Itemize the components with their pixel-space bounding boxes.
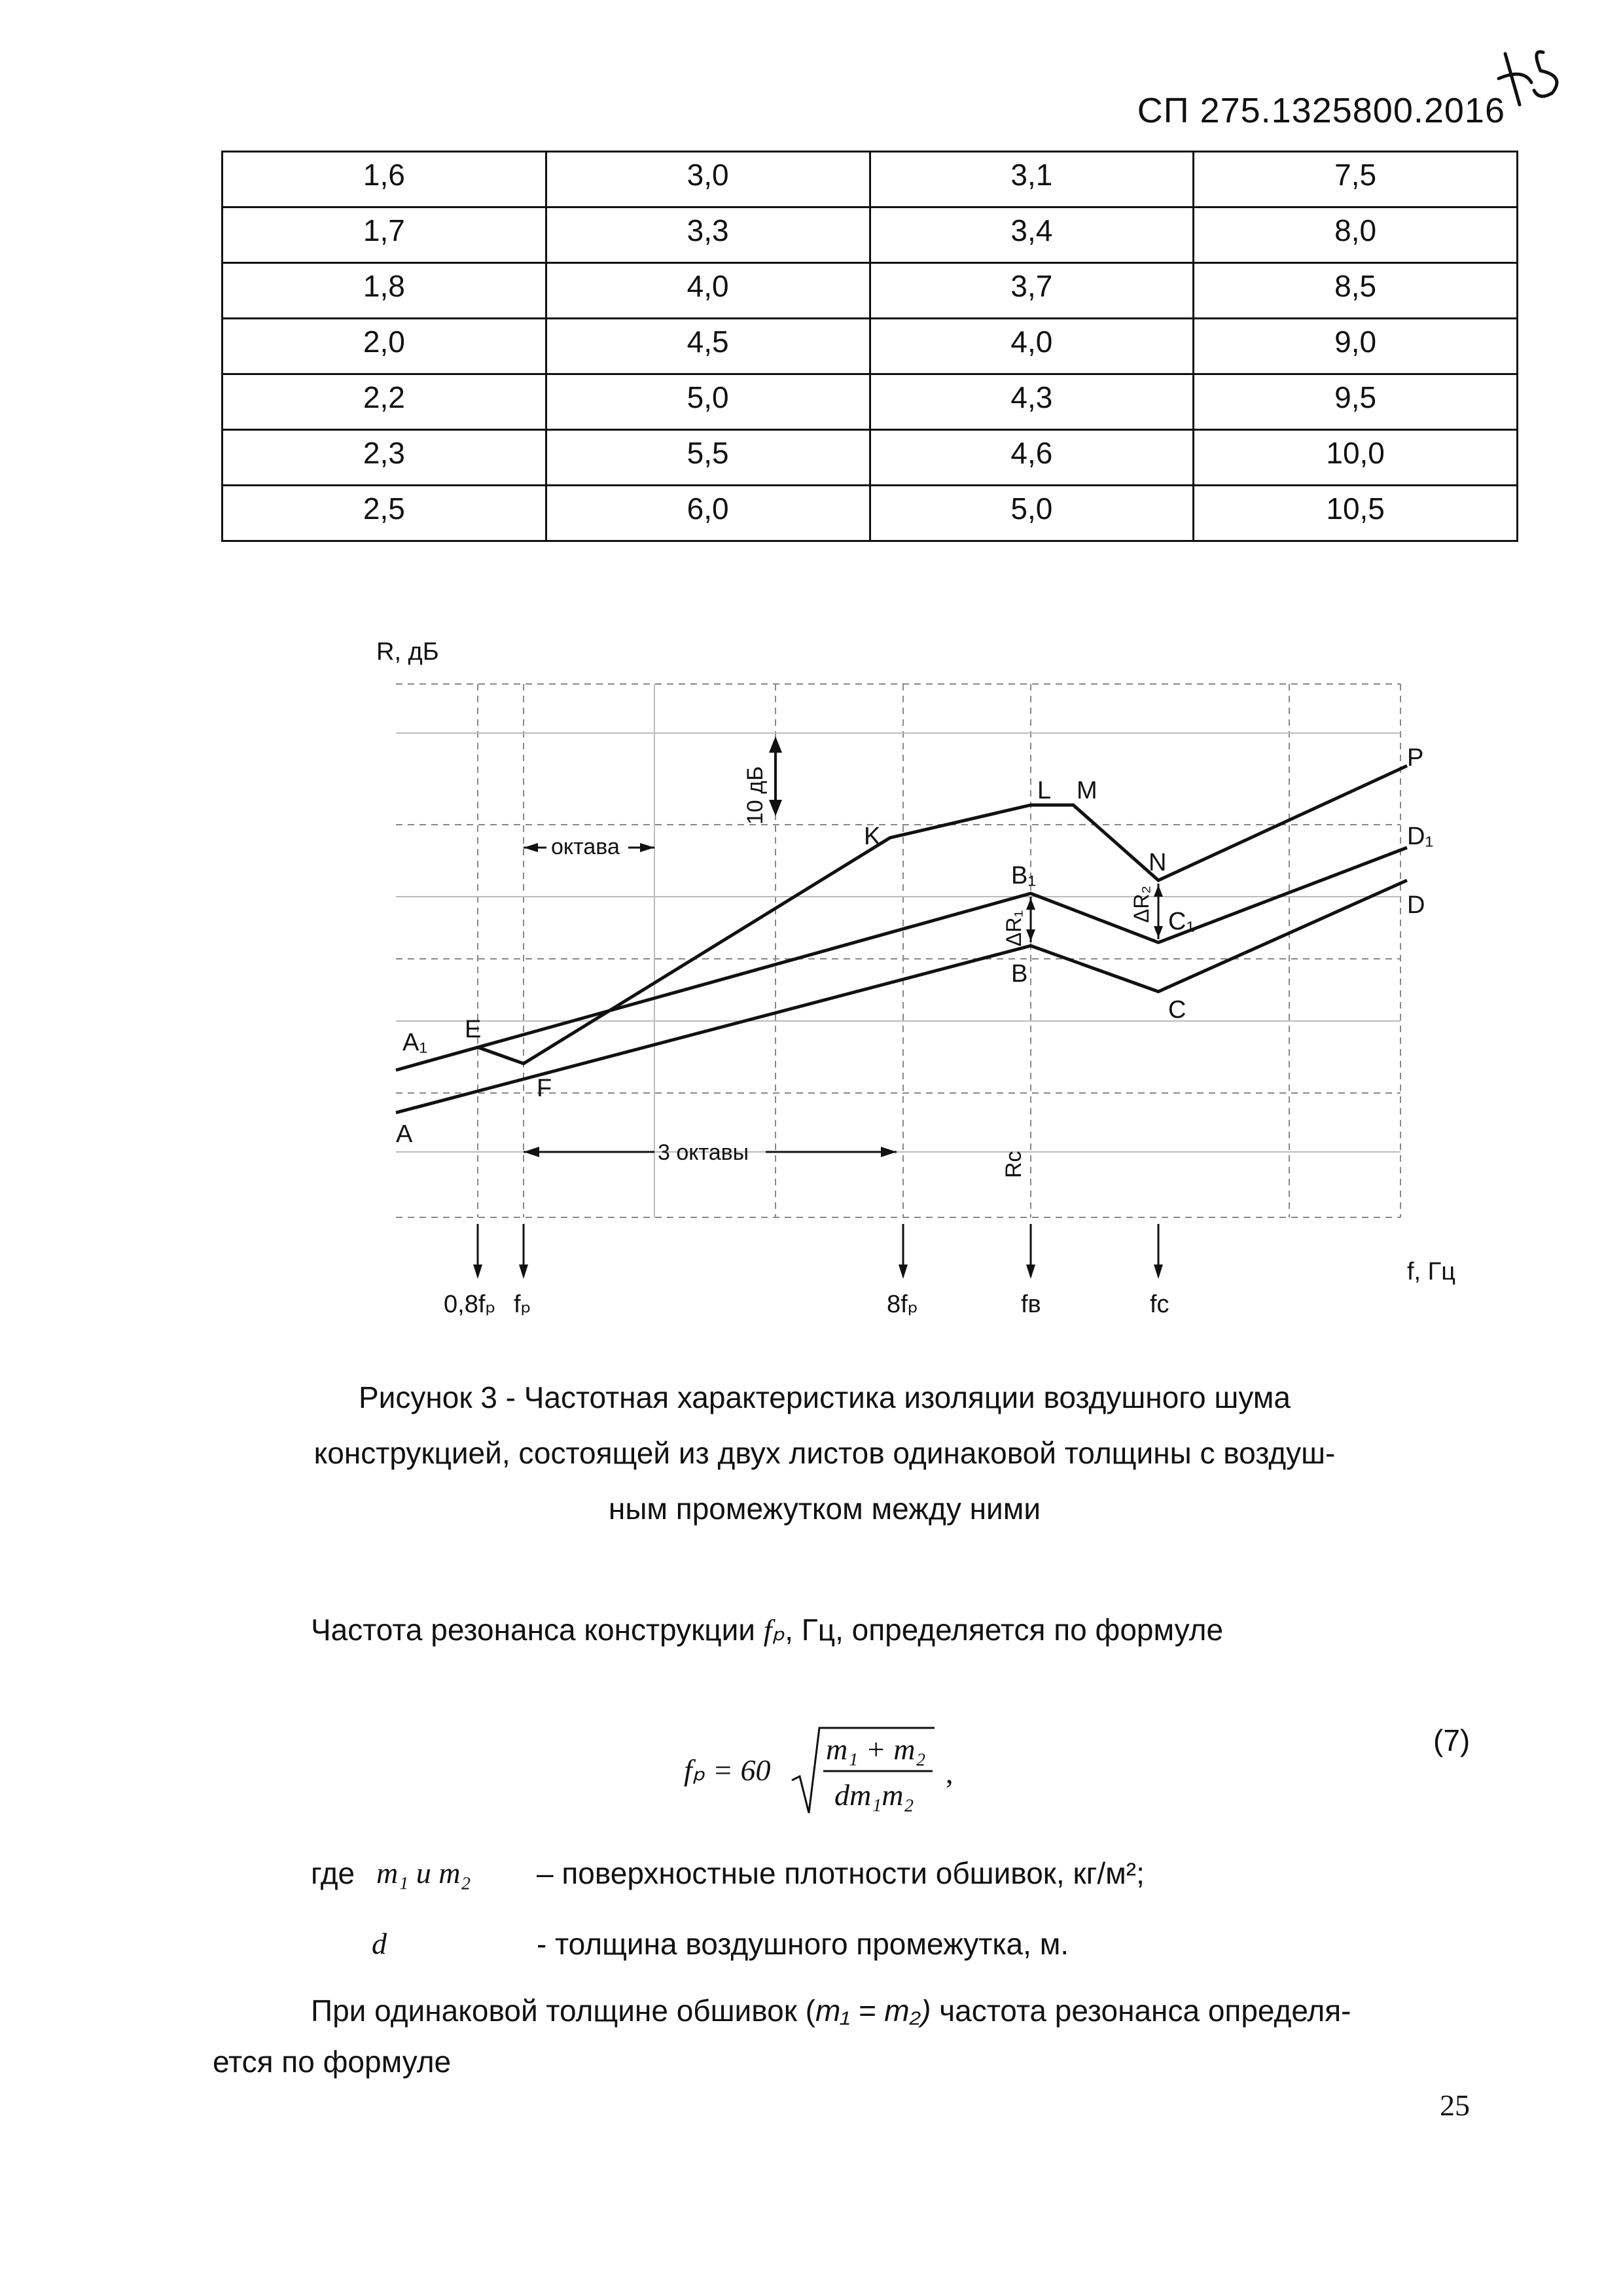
delta-r1-label: ΔR₁: [1002, 910, 1026, 946]
curve-e-f-k-l-m-n-p: [478, 766, 1407, 1064]
table-row: [223, 430, 1518, 486]
d-variable: d: [372, 1927, 387, 1960]
three-octaves-label: 3 октавы: [658, 1140, 749, 1165]
figure-caption-line-3: ным промежутком между ними: [608, 1492, 1041, 1526]
rc-label: Rc: [1001, 1151, 1026, 1178]
page-number: 25: [1440, 2089, 1470, 2122]
point-label-e: E: [465, 1016, 482, 1043]
tick-label-8fp: 8fₚ: [887, 1291, 918, 1318]
point-label-m: M: [1077, 777, 1097, 804]
equal-line1-b: частота резонанса определя-: [931, 1994, 1351, 2028]
where-vars: m₁ и m₂: [376, 1856, 471, 1890]
formula-trailing: ,: [946, 1756, 954, 1789]
table-cell: 4,0: [870, 319, 1194, 374]
table-cell: 2,2: [223, 374, 546, 430]
table-cell: 5,0: [870, 486, 1194, 541]
curve-a1-b1-c1-d1: [396, 848, 1407, 1070]
table-cell: 1,8: [223, 263, 546, 319]
delta-r2-label: ΔR₂: [1130, 886, 1153, 923]
point-label-c1: C₁: [1168, 908, 1195, 935]
point-label-f: F: [537, 1075, 552, 1102]
point-label-b1: B₁: [1011, 862, 1037, 889]
figure-caption-line-1: Рисунок 3 - Частотная характеристика изоляции воздушного шума: [358, 1380, 1291, 1414]
table-cell: 6,0: [546, 486, 870, 541]
point-label-b: B: [1011, 960, 1028, 988]
point-label-d: D: [1407, 891, 1425, 919]
table-cell: 7,5: [1194, 152, 1518, 207]
frequency-response-figure: [366, 628, 1479, 1335]
table-cell: 9,5: [1194, 374, 1518, 430]
table-cell: 3,4: [870, 207, 1194, 263]
point-label-a: A: [396, 1121, 413, 1148]
table-row: [223, 374, 1518, 430]
equal-line1-a: При одинаковой толщине обшивок (: [311, 1994, 815, 2028]
formula-denominator: dm₁m₂: [834, 1778, 914, 1812]
data-table: [221, 151, 1518, 542]
point-label-c: C: [1168, 996, 1186, 1024]
resonance-intro-text: Частота резонанса конструкции: [311, 1613, 764, 1647]
ten-db-scale-arrow: [769, 736, 782, 816]
delta-r1-arrow: [1026, 897, 1035, 942]
tick-label-0-8fp: 0,8fₚ: [444, 1291, 496, 1318]
resonance-intro-var: fₚ: [763, 1613, 785, 1647]
table-row: [223, 152, 1518, 207]
figure-caption-line-2: конструкцией, состоящей из двух листов одинаковой толщины с воздуш-: [313, 1436, 1336, 1470]
table-cell: 3,1: [870, 152, 1194, 207]
delta-r2-arrow: [1154, 884, 1163, 939]
table-cell: 2,3: [223, 430, 546, 486]
where-description: – поверхностные плотности обшивок, кг/м²;: [537, 1856, 1145, 1890]
equal-thickness-line-1: [311, 1984, 1502, 2037]
formula-numerator: m₁ + m₂: [826, 1732, 926, 1766]
tick-label-fc: fc: [1150, 1291, 1169, 1318]
table-cell: 2,0: [223, 319, 546, 374]
ten-db-label: 10 дБ: [743, 766, 768, 825]
table-cell: 10,0: [1194, 430, 1518, 486]
formula-number: (7): [1433, 1723, 1471, 1757]
point-label-n: N: [1149, 849, 1167, 876]
point-label-k: K: [864, 823, 881, 850]
point-label-d1: D₁: [1407, 823, 1434, 850]
table-body: [223, 152, 1518, 541]
d-description: - толщина воздушного промежутка, м.: [537, 1927, 1069, 1961]
tick-label-fp: fₚ: [514, 1291, 531, 1318]
point-label-p: P: [1407, 744, 1424, 772]
table-cell: 4,0: [546, 263, 870, 319]
table-cell: 4,3: [870, 374, 1194, 430]
document-code: СП 275.1325800.2016: [1137, 91, 1505, 130]
point-label-a1: A₁: [402, 1029, 428, 1056]
table-cell: 1,7: [223, 207, 546, 263]
table-cell: 5,0: [546, 374, 870, 430]
formula-7: [681, 1715, 982, 1820]
table-cell: 3,0: [546, 152, 870, 207]
table-row: [223, 319, 1518, 374]
y-axis-label: R, дБ: [376, 638, 439, 666]
equal-line1-vars: m₁ = m₂): [815, 1994, 931, 2028]
formula-lhs: fₚ = 60: [684, 1753, 771, 1787]
table-cell: 4,5: [546, 319, 870, 374]
octave-label: октава: [551, 834, 620, 859]
table-row: [223, 486, 1518, 541]
table-cell: 10,5: [1194, 486, 1518, 541]
resonance-intro-rest: , Гц, определяется по формуле: [785, 1613, 1224, 1647]
table-cell: 5,5: [546, 430, 870, 486]
table-cell: 3,7: [870, 263, 1194, 319]
tick-label-fb: fв: [1021, 1291, 1041, 1318]
table-cell: 3,3: [546, 207, 870, 263]
table-cell: 1,6: [223, 152, 546, 207]
resonance-intro: [311, 1604, 1223, 1657]
x-axis-label: f, Гц: [1407, 1258, 1456, 1285]
table-cell: 4,6: [870, 430, 1194, 486]
equal-thickness-line-2: ется по формуле: [213, 2045, 452, 2079]
table-cell: 8,5: [1194, 263, 1518, 319]
table-cell: 9,0: [1194, 319, 1518, 374]
table-cell: 2,5: [223, 486, 546, 541]
table-row: [223, 207, 1518, 263]
table-cell: 8,0: [1194, 207, 1518, 263]
point-label-l: L: [1037, 777, 1052, 804]
x-tick-arrows: [473, 1224, 1163, 1279]
where-word: где: [311, 1856, 355, 1890]
table-row: [223, 263, 1518, 319]
